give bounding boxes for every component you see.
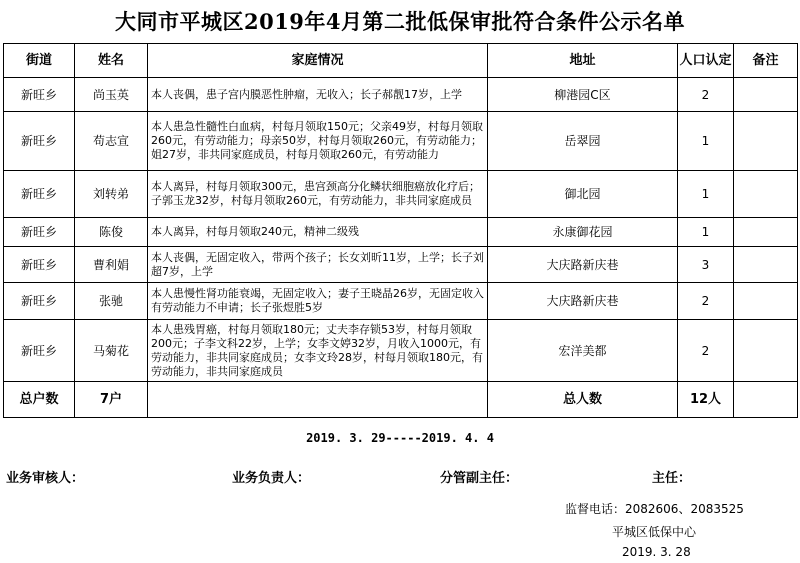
cell-remark: [734, 78, 798, 112]
cell-street: 新旺乡: [4, 320, 75, 382]
header-family: 家庭情况: [148, 44, 488, 78]
cell-remark: [734, 320, 798, 382]
cell-remark: [734, 218, 798, 247]
header-address: 地址: [488, 44, 678, 78]
table-row: [4, 218, 798, 247]
cell-name: 尚玉英: [75, 78, 148, 112]
signature-deputy: 分管副主任：: [440, 471, 519, 486]
signature-director: 主任：: [652, 471, 692, 486]
cell-people: 1: [678, 112, 734, 171]
cell-address: 大庆路新庆巷: [488, 247, 678, 283]
cell-address: 岳翠园: [488, 112, 678, 171]
total-households-value: 7户: [75, 382, 148, 418]
cell-name: 陈俊: [75, 218, 148, 247]
header-street: 街道: [4, 44, 75, 78]
cell-people: 3: [678, 247, 734, 283]
cell-family: 本人患急性髓性白血病，村每月领取150元；父亲49岁，村每月领取260元，有劳动能力；母亲50岁，村每月领取260元，有劳动能力；姐27岁，非共同家庭成员，村每月领取260元，有劳动能力: [148, 112, 488, 171]
cell-people: 2: [678, 78, 734, 112]
cell-family: 本人患残胃癌，村每月领取180元；丈夫李存锁53岁，村每月领取200元；子李文科22岁，上学；女李文婷32岁，月收入1000元，有劳动能力，非共同家庭成员；女李文玲28岁，村每月领取180元，有劳动能力，非共同家庭成员: [148, 320, 488, 382]
supervision-hotline: 监督电话：2082606、2083525: [565, 502, 744, 516]
table-row: [4, 171, 798, 218]
totals-row: [4, 382, 798, 418]
issuing-organization: 平城区低保中心: [612, 525, 697, 539]
cell-address: 宏洋美都: [488, 320, 678, 382]
table-row: [4, 320, 798, 382]
page-title: 大同市平城区2019年4月第二批低保审批符合条件公示名单: [114, 9, 686, 34]
cell-address: 柳港园C区: [488, 78, 678, 112]
cell-family: 本人离异，村每月领取240元，精神二级残: [148, 218, 488, 247]
total-people-value: 12人: [678, 382, 734, 418]
approval-table: [3, 43, 798, 418]
cell-family: 本人丧偶，患子宫内膜恶性肿瘤，无收入；长子郝靓17岁，上学: [148, 78, 488, 112]
table-row: [4, 283, 798, 320]
cell-address: 御北园: [488, 171, 678, 218]
cell-family: 本人离异，村每月领取300元，患宫颈高分化鳞状细胞癌放化疗后；子郭玉龙32岁，村每月领取260元，有劳动能力，非共同家庭成员: [148, 171, 488, 218]
cell-address: 大庆路新庆巷: [488, 283, 678, 320]
cell-family: 本人丧偶，无固定收入，带两个孩子；长女刘昕11岁，上学；长子刘超7岁，上学: [148, 247, 488, 283]
cell-name: 曹利娟: [75, 247, 148, 283]
cell-name: 马菊花: [75, 320, 148, 382]
cell-remark: [734, 112, 798, 171]
total-remark-cell: [734, 382, 798, 418]
publicity-period: 2019. 3. 29-----2019. 4. 4: [306, 431, 494, 445]
cell-family: 本人患慢性肾功能衰竭，无固定收入；妻子王晓晶26岁，无固定收入有劳动能力不申请；长子张煜胜5岁: [148, 283, 488, 320]
cell-name: 刘转弟: [75, 171, 148, 218]
cell-remark: [734, 171, 798, 218]
cell-name: 苟志宣: [75, 112, 148, 171]
cell-remark: [734, 247, 798, 283]
header-name: 姓名: [75, 44, 148, 78]
cell-name: 张驰: [75, 283, 148, 320]
header-remark: 备注: [734, 44, 798, 78]
signature-reviewer: 业务审核人：: [6, 471, 85, 486]
cell-people: 2: [678, 320, 734, 382]
total-households-label: 总户数: [4, 382, 75, 418]
cell-street: 新旺乡: [4, 247, 75, 283]
cell-street: 新旺乡: [4, 171, 75, 218]
cell-street: 新旺乡: [4, 218, 75, 247]
total-people-label: 总人数: [488, 382, 678, 418]
table-row: [4, 112, 798, 171]
signature-manager: 业务负责人：: [232, 471, 311, 486]
cell-people: 1: [678, 171, 734, 218]
total-empty-cell: [148, 382, 488, 418]
cell-street: 新旺乡: [4, 283, 75, 320]
header-people: 人口认定: [678, 44, 734, 78]
cell-remark: [734, 283, 798, 320]
cell-street: 新旺乡: [4, 112, 75, 171]
table-row: [4, 78, 798, 112]
table-row: [4, 247, 798, 283]
cell-people: 1: [678, 218, 734, 247]
cell-address: 永康御花园: [488, 218, 678, 247]
issue-date: 2019. 3. 28: [622, 545, 691, 559]
cell-street: 新旺乡: [4, 78, 75, 112]
table-header-row: [4, 44, 798, 78]
cell-people: 2: [678, 283, 734, 320]
